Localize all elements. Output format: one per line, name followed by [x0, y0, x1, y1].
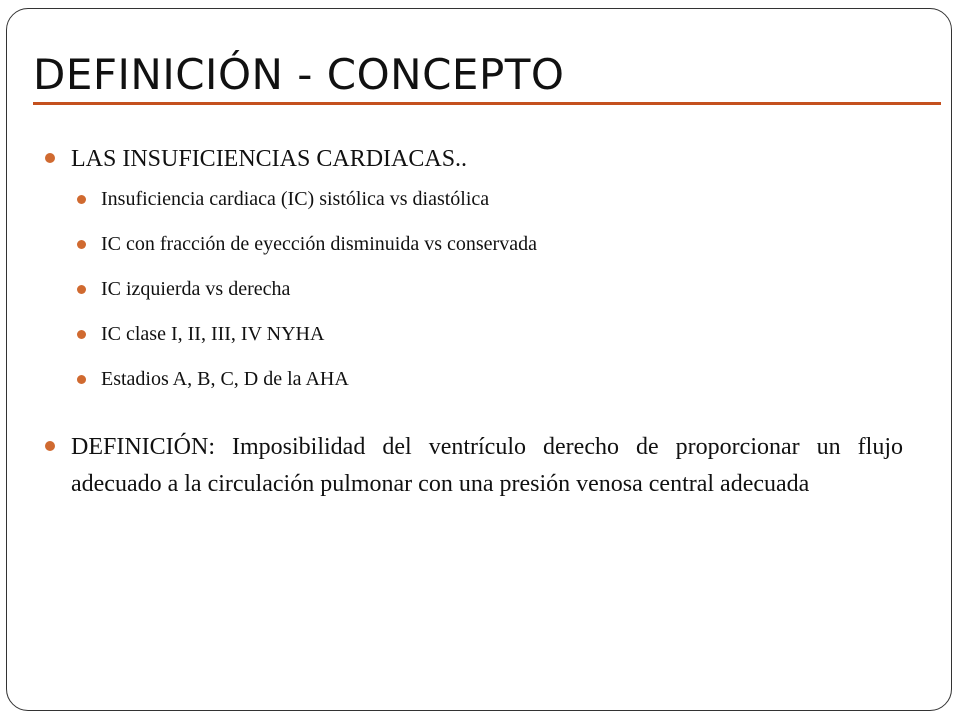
sub-bullet-text: Insuficiencia cardiaca (IC) sistólica vs diastólica — [101, 188, 490, 210]
bullet-dot-icon — [45, 441, 55, 451]
sub-bullet-dot-icon — [77, 240, 86, 249]
bullet-heading-text: LAS INSUFICIENCIAS CARDIACAS.. — [71, 146, 468, 172]
sub-bullet-text: IC izquierda vs derecha — [101, 278, 291, 300]
sub-bullet-item — [71, 187, 903, 211]
sub-bullet-item — [71, 322, 903, 346]
slide-body — [43, 145, 903, 503]
slide-frame — [6, 8, 952, 711]
sub-bullet-item — [71, 232, 903, 256]
sub-bullet-text: Estadios A, B, C, D de la AHA — [101, 368, 349, 390]
sub-bullet-list — [71, 187, 903, 391]
bullet-item-definition — [43, 429, 903, 503]
sub-bullet-text: IC con fracción de eyección disminuida vs conservada — [101, 233, 537, 255]
bullet-list — [43, 145, 903, 503]
bullet-item-heading — [43, 145, 903, 391]
slide-title: DEFINICIÓN - CONCEPTO — [33, 50, 565, 99]
sub-bullet-dot-icon — [77, 285, 86, 294]
sub-bullet-item — [71, 367, 903, 391]
sub-bullet-text: IC clase I, II, III, IV NYHA — [101, 323, 325, 345]
bullet-dot-icon — [45, 153, 55, 163]
sub-bullet-dot-icon — [77, 330, 86, 339]
definition-text: DEFINICIÓN: Imposibilidad del ventrículo derecho de proporcionar un flujo adecuado a la circulación pulmonar con una presión venosa central adecuada — [71, 434, 903, 497]
sub-bullet-dot-icon — [77, 195, 86, 204]
sub-bullet-item — [71, 277, 903, 301]
sub-bullet-dot-icon — [77, 375, 86, 384]
title-underline — [33, 102, 941, 105]
